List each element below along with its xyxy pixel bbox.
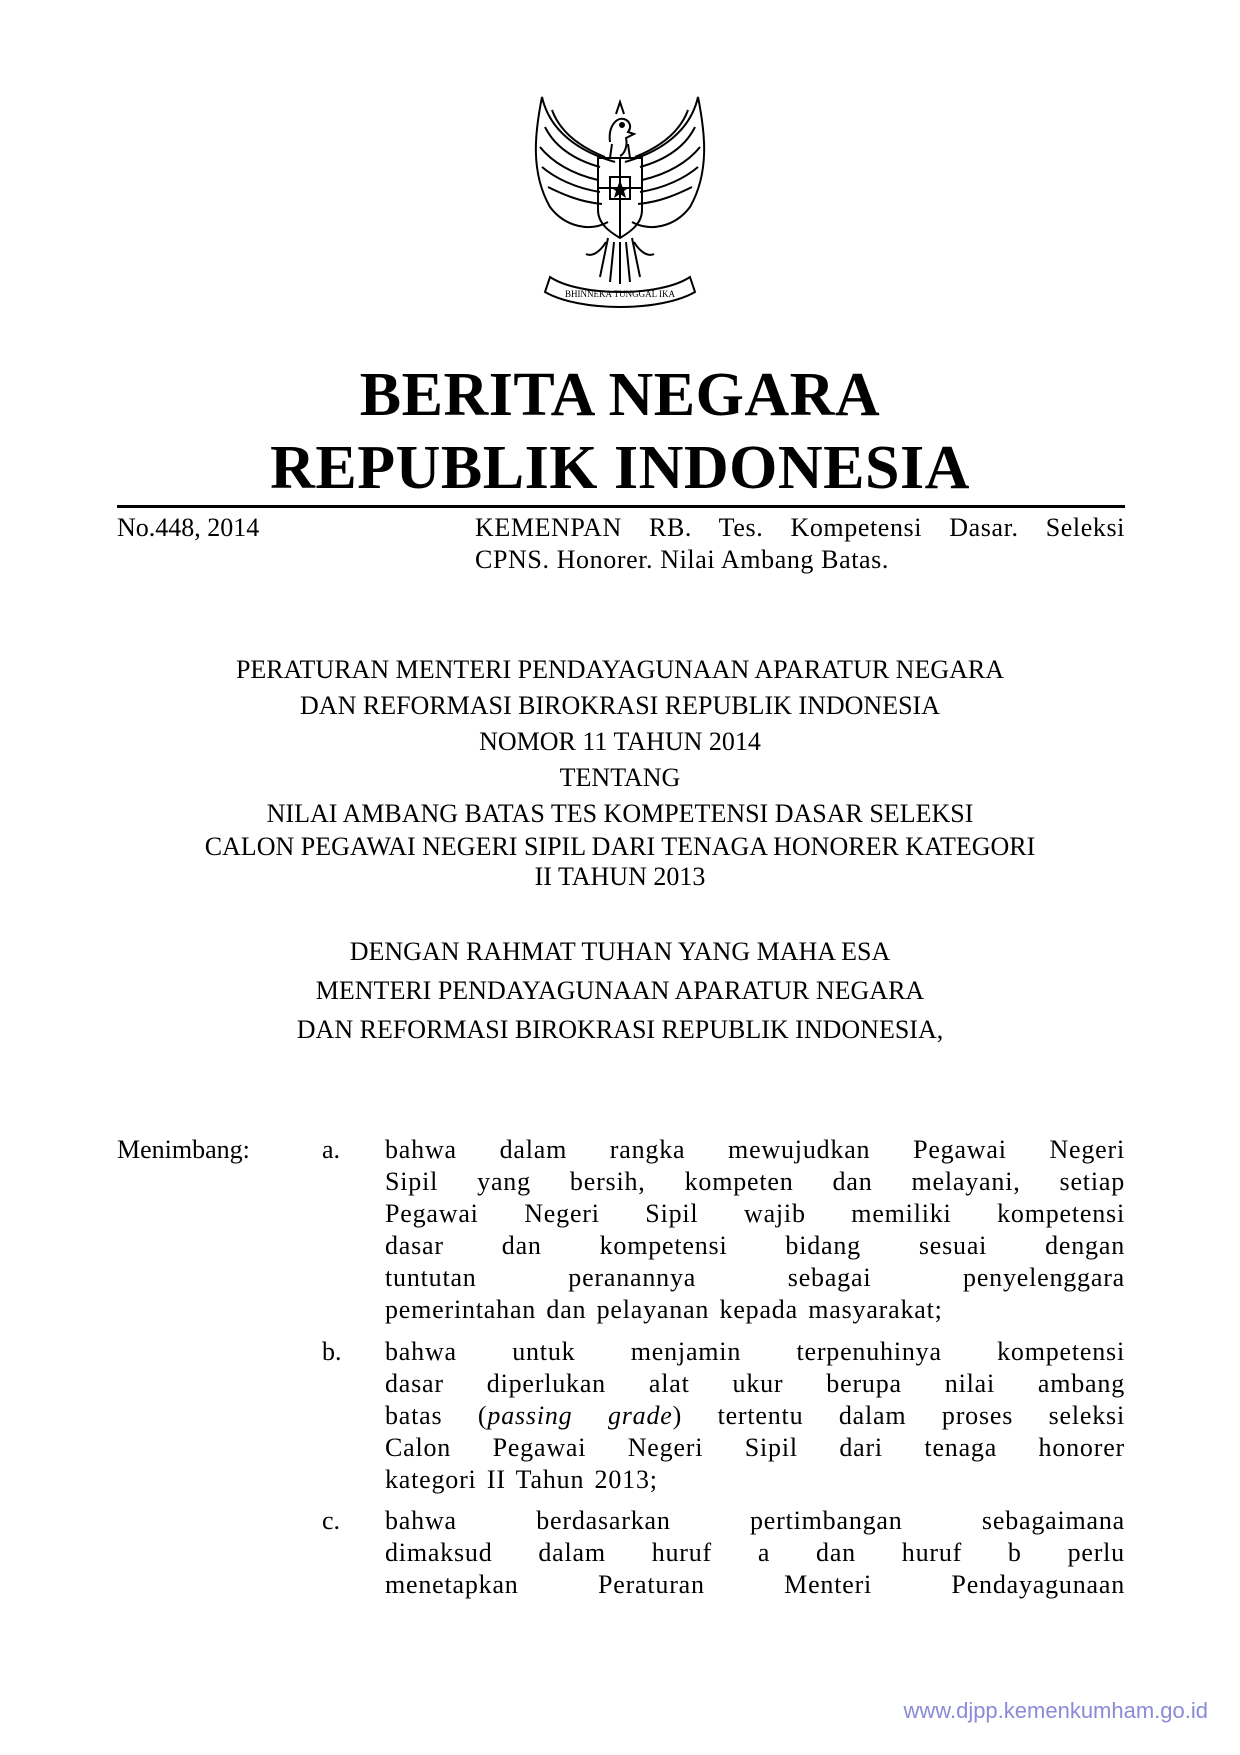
regulation-line-1: PERATURAN MENTERI PENDAYAGUNAAN APARATUR NEGARA <box>235 655 1005 684</box>
item-line: bahwa dalam rangka mewujudkan Pegawai Negeri <box>385 1135 1125 1164</box>
item-line: bahwa berdasarkan pertimbangan sebagaimana <box>385 1506 1125 1535</box>
regulation-title-1: NILAI AMBANG BATAS TES KOMPETENSI DASAR SELEKSI <box>266 799 974 828</box>
line-text: batas ( <box>385 1401 488 1430</box>
item-letter: c. <box>322 1506 341 1535</box>
item-line: dimaksud dalam huruf a dan huruf b perlu <box>385 1538 1125 1567</box>
source-website-link[interactable]: www.djpp.kemenkumham.go.id <box>903 1698 1208 1723</box>
subject-line-1: KEMENPAN RB. Tes. Kompetensi Dasar. Seleksi <box>475 513 1125 542</box>
item-line: bahwa untuk menjamin terpenuhinya kompetensi <box>385 1337 1125 1366</box>
regulation-title-3: II TAHUN 2013 <box>534 862 706 891</box>
title-divider <box>117 505 1125 508</box>
item-line: pemerintahan dan pelayanan kepada masyarakat; <box>385 1295 943 1324</box>
gazette-number: No.448, 2014 <box>117 513 260 542</box>
gazette-title-line1: BERITA NEGARA <box>359 361 881 429</box>
consideration-item-b <box>322 1336 1125 1496</box>
regulation-heading <box>0 652 1240 892</box>
consideration-item-a <box>322 1134 1125 1326</box>
item-letter: a. <box>322 1135 341 1164</box>
item-line: dasar diperlukan alat ukur berupa nilai ambang <box>385 1369 1125 1398</box>
regulation-line-2: DAN REFORMASI BIROKRASI REPUBLIK INDONESIA <box>300 691 940 720</box>
regulation-title-2: CALON PEGAWAI NEGERI SIPIL DARI TENAGA HONORER KATEGORI <box>204 832 1036 861</box>
item-line: menetapkan Peraturan Menteri Pendayagunaan <box>385 1570 1125 1599</box>
regulation-number: NOMOR 11 TAHUN 2014 <box>479 727 761 756</box>
item-line: Pegawai Negeri Sipil wajib memiliki kompetensi <box>385 1199 1125 1228</box>
garuda-emblem <box>520 92 720 312</box>
item-letter: b. <box>322 1337 342 1366</box>
subject-line-2: CPNS. Honorer. Nilai Ambang Batas. <box>475 545 889 574</box>
item-line: kategori II Tahun 2013; <box>385 1465 658 1494</box>
consideration-item-c <box>322 1505 1125 1601</box>
item-line: Sipil yang bersih, kompeten dan melayani, setiap <box>385 1167 1125 1196</box>
menimbang-label: Menimbang: <box>117 1135 250 1164</box>
gazette-title-line2: REPUBLIK INDONESIA <box>270 434 970 502</box>
item-line: dasar dan kompetensi bidang sesuai dengan <box>385 1231 1125 1260</box>
opening-line-3: DAN REFORMASI BIROKRASI REPUBLIK INDONESIA, <box>296 1015 944 1044</box>
opening-line-1: DENGAN RAHMAT TUHAN YANG MAHA ESA <box>349 937 891 966</box>
svg-text:BHINNEKA TUNGGAL IKA: BHINNEKA TUNGGAL IKA <box>565 289 675 299</box>
opening-formula <box>0 932 1240 1049</box>
opening-line-2: MENTERI PENDAYAGUNAAN APARATUR NEGARA <box>315 976 925 1005</box>
gazette-subject <box>475 512 1125 576</box>
item-line: Calon Pegawai Negeri Sipil dari tenaga honorer <box>385 1433 1125 1462</box>
regulation-about: TENTANG <box>559 763 681 792</box>
line-text: ) tertentu dalam proses seleksi <box>672 1401 1125 1430</box>
italic-term: passing grade <box>487 1401 673 1430</box>
item-line: tuntutan peranannya sebagai penyelenggara <box>385 1263 1125 1292</box>
item-line-with-italic <box>385 1400 1125 1432</box>
